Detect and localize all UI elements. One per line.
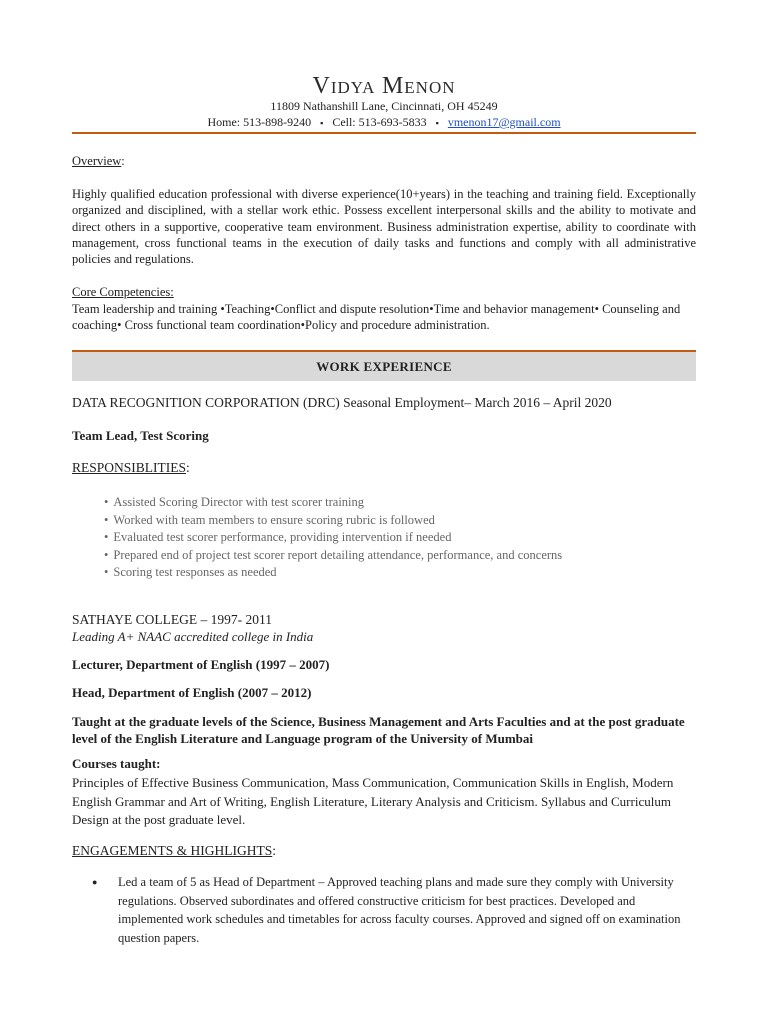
name-first-rest: IDYA (330, 78, 376, 97)
name-first-initial: V (312, 73, 331, 99)
engagements-list (92, 873, 682, 947)
email-link[interactable]: vmenon17@gmail.com (447, 115, 561, 129)
core-competencies-heading: Core Competencies: (72, 285, 174, 299)
engagements-heading (72, 843, 276, 859)
candidate-name (72, 72, 696, 102)
drc-role-title: Team Lead, Test Scoring (72, 428, 209, 443)
list-item: • Worked with team members to ensure scoring rubric is followed (104, 512, 562, 530)
responsibilities-heading (72, 460, 190, 476)
name-last-rest: ENON (404, 78, 456, 97)
address-line: 11809 Nathanshill Lane, Cincinnati, OH 45249 (270, 99, 498, 113)
contact-line (72, 115, 696, 131)
courses-heading: Courses taught: (72, 756, 161, 771)
separator-icon: ▪ (435, 117, 439, 128)
courses-text: Principles of Effective Business Communication, Mass Communication, Communication Skills in English, Modern English Grammar and Art of Writing, English Literature, Literary Analysis and Criticism. Syllabus and Curriculum Design at the post graduate level. (72, 775, 674, 827)
head-role-title: Head, Department of English (2007 – 2012) (72, 685, 312, 700)
core-competencies-text: Team leadership and training •Teaching•Conflict and dispute resolution•Time and behavior management• Counseling and coaching• Cross functional team coordination•Policy and procedure administration. (72, 302, 681, 333)
engagements-heading-colon: : (272, 843, 276, 858)
separator-icon: ▪ (320, 117, 324, 128)
list-item: • Prepared end of project test scorer report detailing attendance, performance, and concerns (104, 547, 562, 565)
taught-summary: Taught at the graduate levels of the Science, Business Management and Arts Faculties and at the post graduate level of the English Literature and Language program of the University of Mumbai (72, 714, 685, 746)
header-divider (72, 132, 696, 134)
sathaye-college-line: SATHAYE COLLEGE – 1997- 2011 (72, 612, 272, 627)
work-experience-section-bar: WORK EXPERIENCE (72, 350, 696, 381)
list-item: • Scoring test responses as needed (104, 564, 562, 582)
overview-text: Highly qualified education professional with diverse experience(10+years) in the teaching and training field. Exceptionally organized and disciplined, with a stellar work ethic. Possess excellent interpersonal skills and the ability to motivate and direct others in a supportive, cooperative team environment. Business administration expertise, ability to coordinate with management, cross functional teams in the execution of daily tasks and functions and comply with all administrative policies and regulations. (72, 187, 696, 267)
lecturer-role-title: Lecturer, Department of English (1997 – 2007) (72, 657, 330, 672)
drc-employment-line: DATA RECOGNITION CORPORATION (DRC) Seasonal Employment– March 2016 – April 2020 (72, 395, 612, 410)
overview-heading-colon: : (121, 154, 125, 168)
list-item: • Evaluated test scorer performance, providing intervention if needed (104, 529, 562, 547)
responsibilities-list (104, 494, 562, 582)
cell-phone: Cell: 513-693-5833 (332, 115, 427, 129)
responsibilities-heading-label: RESPONSIBLITIES (72, 460, 187, 475)
overview-heading (72, 154, 125, 169)
responsibilities-heading-colon: : (186, 460, 190, 475)
list-item: ● Led a team of 5 as Head of Department – Approved teaching plans and made sure they comply with University regulations. Observed subordinates and offered constructive criticism for best practices. Developed and implemented work schedules and timetables for across faculty courses. Approved and signed off on examination question papers. (92, 873, 682, 947)
overview-heading-label: Overview (72, 154, 122, 168)
list-item: • Assisted Scoring Director with test scorer training (104, 494, 562, 512)
naac-tagline: Leading A+ NAAC accredited college in India (72, 629, 314, 644)
engagements-heading-label: ENGAGEMENTS & HIGHLIGHTS (72, 843, 273, 858)
name-last-initial: M (381, 73, 405, 99)
home-phone: Home: 513-898-9240 (207, 115, 312, 129)
